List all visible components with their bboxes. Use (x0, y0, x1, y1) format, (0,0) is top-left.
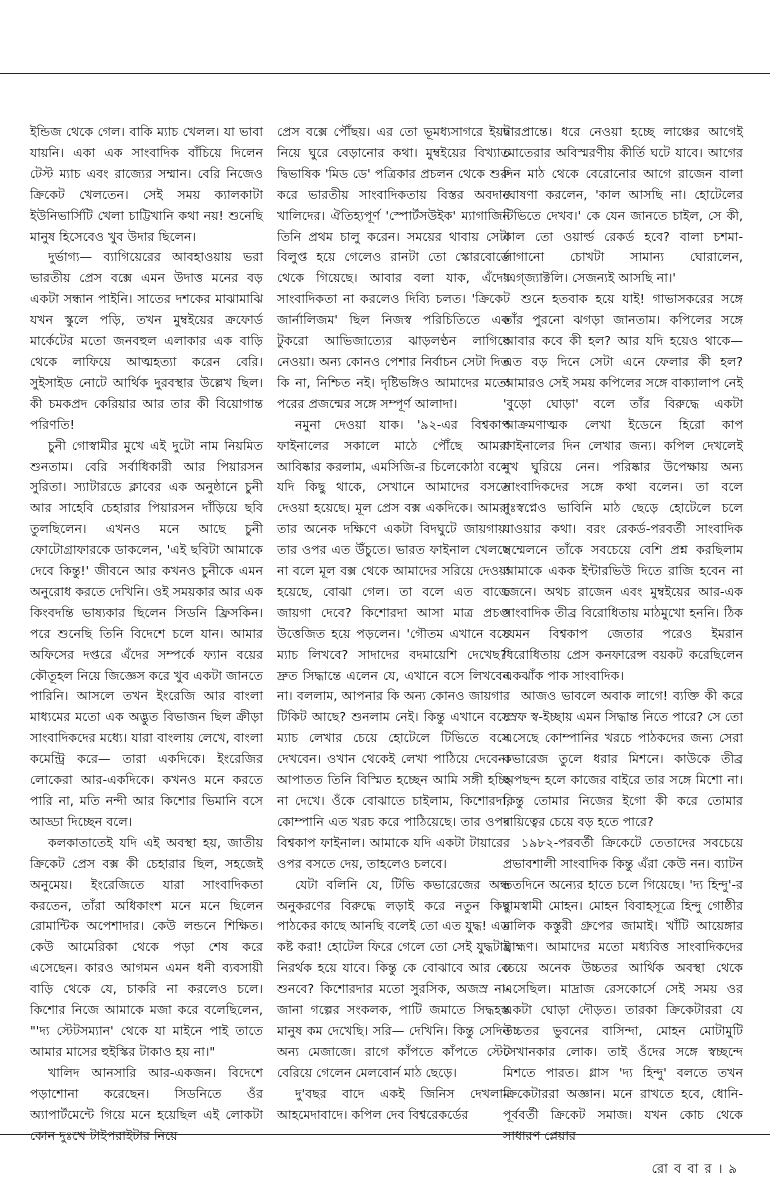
article-column-3 (503, 122, 743, 1143)
paragraph: দুর্ভাগ্য— ব্যাগিয়েরের আবহাওয়ায় ভরা ভারতীয় প্রেস বক্সে এমন উদাত্ত মনের বড় একটা সন্ধান পাইনি। সাতের দশকের মাঝামাঝি যখন স্কুলে পড়ি, তখন মুম্বইয়ের ক্রফোর্ড মার্কেটের মতো জনবহুল এলাকার এক বাড়ি থেকে লাফিয়ে আত্মহত্যা করেন বেরি। সুইসাইড নোটে আর্থিক দুরবস্থার উল্লেখ ছিল। কী চমকপ্রদ কেরিয়ার আর তার কী বিয়োগান্ত পরিণতি! (30, 249, 263, 432)
paragraph: দু'বছর বাদে একই জিনিস দেখলাম আহমেদাবাদে। কপিল দেব বিশ্বরেকর্ডের (277, 1085, 510, 1122)
paragraph: ১৯৮২-পরবর্তী ক্রিকেটে তেতাদের সবচেয়ে প্রভাবশালী সাংবাদিক কিন্তু এঁরা কেউ নন। ব্যাটন ততদিনে অন্যের হাতে চলে গিয়েছে। 'দ্য হিন্দু'-র রামস্বামী মোহন। মোহন বিবাহসূত্রে হিন্দু গোষ্ঠীর মালিক কস্তুরী গ্রুপের জামাই। খাঁটি আয়েঙ্গার ব্রাহ্মণ। আমাদের মতো মধ্যবিত্ত সাংবাদিকদের চেয়ে অনেক উচ্চতর আর্থিক অবস্থা থেকে এসেছিল। মাদ্রাজ রেসকোর্সে সেই সময় ওর একটা ঘোড়া দৌড়ত। তারকা ক্রিকেটাররা যে উচ্চতর ভুবনের বাসিন্দা, মোহন মোটামুটি সেখানকার লোক। তাই ওঁদের সঙ্গে স্বচ্ছন্দে মিশতে পারত। গ্লাস 'দ্য হিন্দু' বলতে তখন ক্রিকেটাররা অজ্ঞান। মনে রাখতে হবে, ধোনি-পূর্ববর্তী ক্রিকেট সমাজ। যখন কোচ থেকে সাধারণ প্লেয়ার (503, 834, 743, 1143)
paragraph: দ্বারপ্রান্তে। ধরে নেওয়া হচ্ছে লাঞ্চের আগেই মোতেরার অবিস্মরণীয় কীর্তি ঘটে যাবে। আগের দিন মাঠ থেকে বেরোনোর আগে রাজেন বালা ঘোষণা করলেন, 'কাল আসছি না। হোটেলের টিভিতে দেখব।' কে যেন জানতে চাইল, সে কী, কাল তো ওয়ার্ল্ড রেকর্ড হবে? বালা চশমা-লাগানো চোখটা সামান্য ঘোরালেন, 'এগ্জ্যাক্টলি। সেজন্যই আসছি না।' (503, 124, 743, 286)
top-rule (0, 73, 770, 74)
paragraph: নমুনা দেওয়া যাক। '৯২-এর বিশ্বকাপ ফাইনালের সকালে মাঠে পৌঁছে আমরা আবিষ্কার করলাম, এমসিজি-র চিলেকোঠা বলে যদি কিছু থাকে, সেখানে আমাদের বসতে দেওয়া হয়েছে। মূল প্রেস বক্স একদিকে। আমরা তার অনেক দক্ষিণে একটা বিদঘুটে জায়গায়। তার ওপর এত উঁচুতে। ভারত ফাইনাল খেলছে না বলে মূল বক্স থেকে আমাদের সরিয়ে দেওয়া হয়েছে, বোঝা গেল। তা বলে এত বাজে জায়গা দেবে? কিশোরদা আসা মাত্র প্রচণ্ড উত্তেজিত হয়ে পড়লেন। 'গৌতম এখানে বসে ম্যাচ লিখবে? সাদাদের বদমায়েশি দেখেছ?' দ্রুত সিদ্ধান্তে এলেন যে, এখানে বসে লিখবেন না। বললাম, আপনার কি অন্য কোনও জায়গার টিকিট আছে? শুনলাম নেই। কিন্তু এখানে বসে ম্যাচ লেখার চেয়ে হোটেলে টিভিতে বসে দেখবেন। ওখান থেকেই লেখা পাঠিয়ে দেবেন। আপাতত তিনি বিস্মিত হচ্ছেন আমি সঙ্গী হচ্ছি না দেখে। ওঁকে বোঝাতে চাইলাম, কিশোরদা, কোম্পানি এত খরচ করে পাঠিয়েছে। তার ওপর বিশ্বকাপ ফাইনাল। আমাকে যদি একটা টায়ারের ওপর বসতে দেয়, তাহলেও চলবে। (277, 416, 510, 871)
article-column-2 (277, 122, 510, 1127)
page-footer-label: রো ব বা র । ৯ (651, 1162, 738, 1177)
paragraph: ইন্ডিজ থেকে গেল। বাকি ম্যাচ খেলল। যা ভাবা যায়নি। একা এক সাংবাদিক বাঁচিয়ে দিলেন টেস্ট ম্যাচ এবং রাজ্যের সম্মান। বেরি নিজেও ক্রিকেট খেলতেন। সেই সময় ক্যালকাটা ইউনিভার্সিটি খেলা চাট্টিখানি কথা নয়! শুনেছি মানুষ হিসেবেও খুব উদার ছিলেন। (30, 124, 263, 244)
bottom-rule (0, 1134, 770, 1135)
article-column-1 (30, 122, 263, 1143)
paragraph: প্রেস বক্সে পৌঁছয়। এর তো ভূমধ্যসাগরে ইয়ট নিয়ে ঘুরে বেড়ানোর কথা। মুম্বইয়ের বিখ্যাত দ্বিভাষিক 'মিড ডে' পত্রিকার প্রচলন থেকে শুরু করে ভারতীয় সাংবাদিকতায় বিস্তর অবদান খালিদের। ঐতিহ্যপূর্ণ 'স্পোর্টসউইক' ম্যাগাজিন তিনি প্রথম চালু করেন। সময়ের থাবায় সেটা বিলুপ্ত হয়ে গেলেও রানটা তো স্কোরবোর্ডে থেকে গিয়েছে। আবার বলা যাক, এঁদের সাংবাদিকতা না করলেও দিব্যি চলত। 'ক্রিকেট জার্নালিজম' ছিল নিজস্ব পরিচিতিতে এক টুকরো আভিজাত্যের ঝাড়লণ্ঠন লাগিয়ে নেওয়া। অন্য কোনও পেশার নির্বাচন সেটা দিত কি না, নিশ্চিত নই। দৃষ্টিভঙ্গিও আমাদের মতো পরের প্রজন্মের সঙ্গে সম্পূর্ণ আলাদা। (277, 124, 510, 411)
paragraph: চুনী গোস্বামীর মুখে এই দুটো নাম নিয়মিত শুনতাম। বেরি সর্বাধিকারী আর পিয়ারসন সুরিতা। স্যাটারডে ক্লাবের এক অনুষ্ঠানে চুনী আর সাহেবি চেহারার পিয়ারসন দাঁড়িয়ে ছবি তুলছিলেন। এখনও মনে আছে চুনী ফোটোগ্রাফারকে ডাকলেন, 'এই ছবিটা আমাকে দেবে কিন্তু!' জীবনে আর কখনও চুনীকে এমন অনুরোধ করতে দেখিনি। ওই সময়কার আর এক কিংবদন্তি ভাষ্যকার ছিলেন সিডনি ফ্রিসকিন। পরে শুনেছি তিনি বিদেশে চলে যান। আমার অফিসের দপ্তরে এঁদের সম্পর্কে ফ্যান বয়ের কৌতূহল নিয়ে জিজ্ঞেস করে খুব একটা জানতে পারিনি। আসলে তখন ইংরেজি আর বাংলা মাধ্যমের মতো এক অদ্ভুত বিভাজন ছিল ক্রীড়া সাংবাদিকদের মধ্যে। যারা বাংলায় লেখে, বাংলা কমেন্ট্রি করে— তারা একদিকে। ইংরেজির লোকেরা আর-একদিকে। কখনও মনে করতে পারি না, মতি নন্দী আর কিশোর ভিমানি বসে আড্ডা দিচ্ছেন বলে। (30, 437, 263, 829)
paragraph: খালিদ আনসারি আর-একজন। বিদেশে পড়াশোনা করেছেন। সিডনিতে ওঁর অ্যাপার্টমেন্টে গিয়ে মনে হয়েছিল এই লোকটা কোন দুঃখে টাইপরাইটার নিয়ে (30, 1064, 263, 1143)
paragraph: যেটা বলিনি যে, টিভি কভারেজের অন্ধ অনুকরণের বিরুদ্ধে লড়াই করে নতুন কিছু পাঠকের কাছে আনছি বলেই তো এত যুদ্ধ! এত কষ্ট করা! হোটেল ফিরে গেলে তো সেই যুদ্ধটাই নিরর্থক হয়ে যাবে। কিন্তু কে বোঝাবে আর কে শুনবে? কিশোরদার মতো সুরসিক, অজস্র না-জানা গল্পের সংকলক, পাটি জমাতে সিদ্ধহস্ত মানুষ কম দেখেছি। সরি— দেখিনি। কিন্তু সেদিন অন্য মেজাজে। রাগে কাঁপতে কাঁপতে স্টেট বেরিয়ে গেলেন মেলবোর্ন মাঠ ছেড়ে। (277, 876, 510, 1080)
paragraph: কলকাতাতেই যদি এই অবস্থা হয়, জাতীয় ক্রিকেট প্রেস বক্স কী চেহারার ছিল, সহজেই অনুমেয়। ইংরেজিতে যারা সাংবাদিকতা করতেন, তাঁরা অধিকাংশ মনে মনে ছিলেন রোমান্টিক অপেশাদার। কেউ লন্ডনে শিক্ষিত। কেউ আমেরিকা থেকে পড়া শেষ করে এসেছেন। কারও আগমন এমন ধনী ব্যবসায়ী বাড়ি থেকে যে, চাকরি না করলেও চলে। কিশোর নিজে আমাকে মজা করে বলেছিলেন, "'দ্য স্টেটসম্যান' থেকে যা মাইনে পাই তাতে আমার মাসের হুইস্কির টাকাও হয় না।" (30, 834, 263, 1059)
paragraph: শুনে হতবাক হয়ে যাই! গাভাসকরের সঙ্গে তাঁর পুরনো ঝগড়া জানতাম। কপিলের সঙ্গে আবার কবে কী হল? আর যদি হয়েও থাকে— এত বড় দিনে সেটা এনে ফেলার কী হল? আমারও সেই সময় কপিলের সঙ্গে বাক্যালাপ নেই 'বুড়ো ঘোড়া' বলে তাঁর বিরুদ্ধে একটা আক্রমণাত্মক লেখা ইডেনে হিরো কাপ ফাইনালের দিন লেখার জন্য। কপিল দেখলেই মুখ ঘুরিয়ে নেন। পরিষ্কার উপেক্ষায় অন্য সাংবাদিকদের সঙ্গে কথা বলেন। তা বলে দুঃস্বপ্নেও ভাবিনি মাঠ ছেড়ে হোটেলে চলে যাওয়ার কথা। বরং রেকর্ড-পরবর্তী সাংবাদিক সম্মেলনে তাঁকে সবচেয়ে বেশি প্রশ্ন করছিলাম আমাকে একক ইন্টারভিউ দিতে রাজি হবেন না জেনে। অথচ রাজেন এবং মুম্বইয়ের আর-এক সাংবাদিক তীব্র বিরোধিতায় মাঠমুখো হননি। ঠিক যেমন বিশ্বকাপ জেতার পরেও ইমরান বিরোধিতায় প্রেস কনফারেন্স বয়কট করেছিলেন একঝাঁক পাক সাংবাদিক। (503, 291, 743, 683)
paragraph: আজও ভাবলে অবাক লাগে! ব্যক্তি কী করে স্রেফ স্ব-ইচ্ছায় এমন সিদ্ধান্ত নিতে পারে? সে তো এসেছে কোম্পানির খরচে পাঠকদের জন্য সেরা কভারেজ তুলে ধরার মিশনে। কাউকে তীব্র অপছন্দ হলে কাজের বাইরে তার সঙ্গে মিশো না। কিন্তু তোমার নিজের ইগো কী করে তোমার দায়িত্বের চেয়ে বড় হতে পারে? (503, 688, 743, 829)
